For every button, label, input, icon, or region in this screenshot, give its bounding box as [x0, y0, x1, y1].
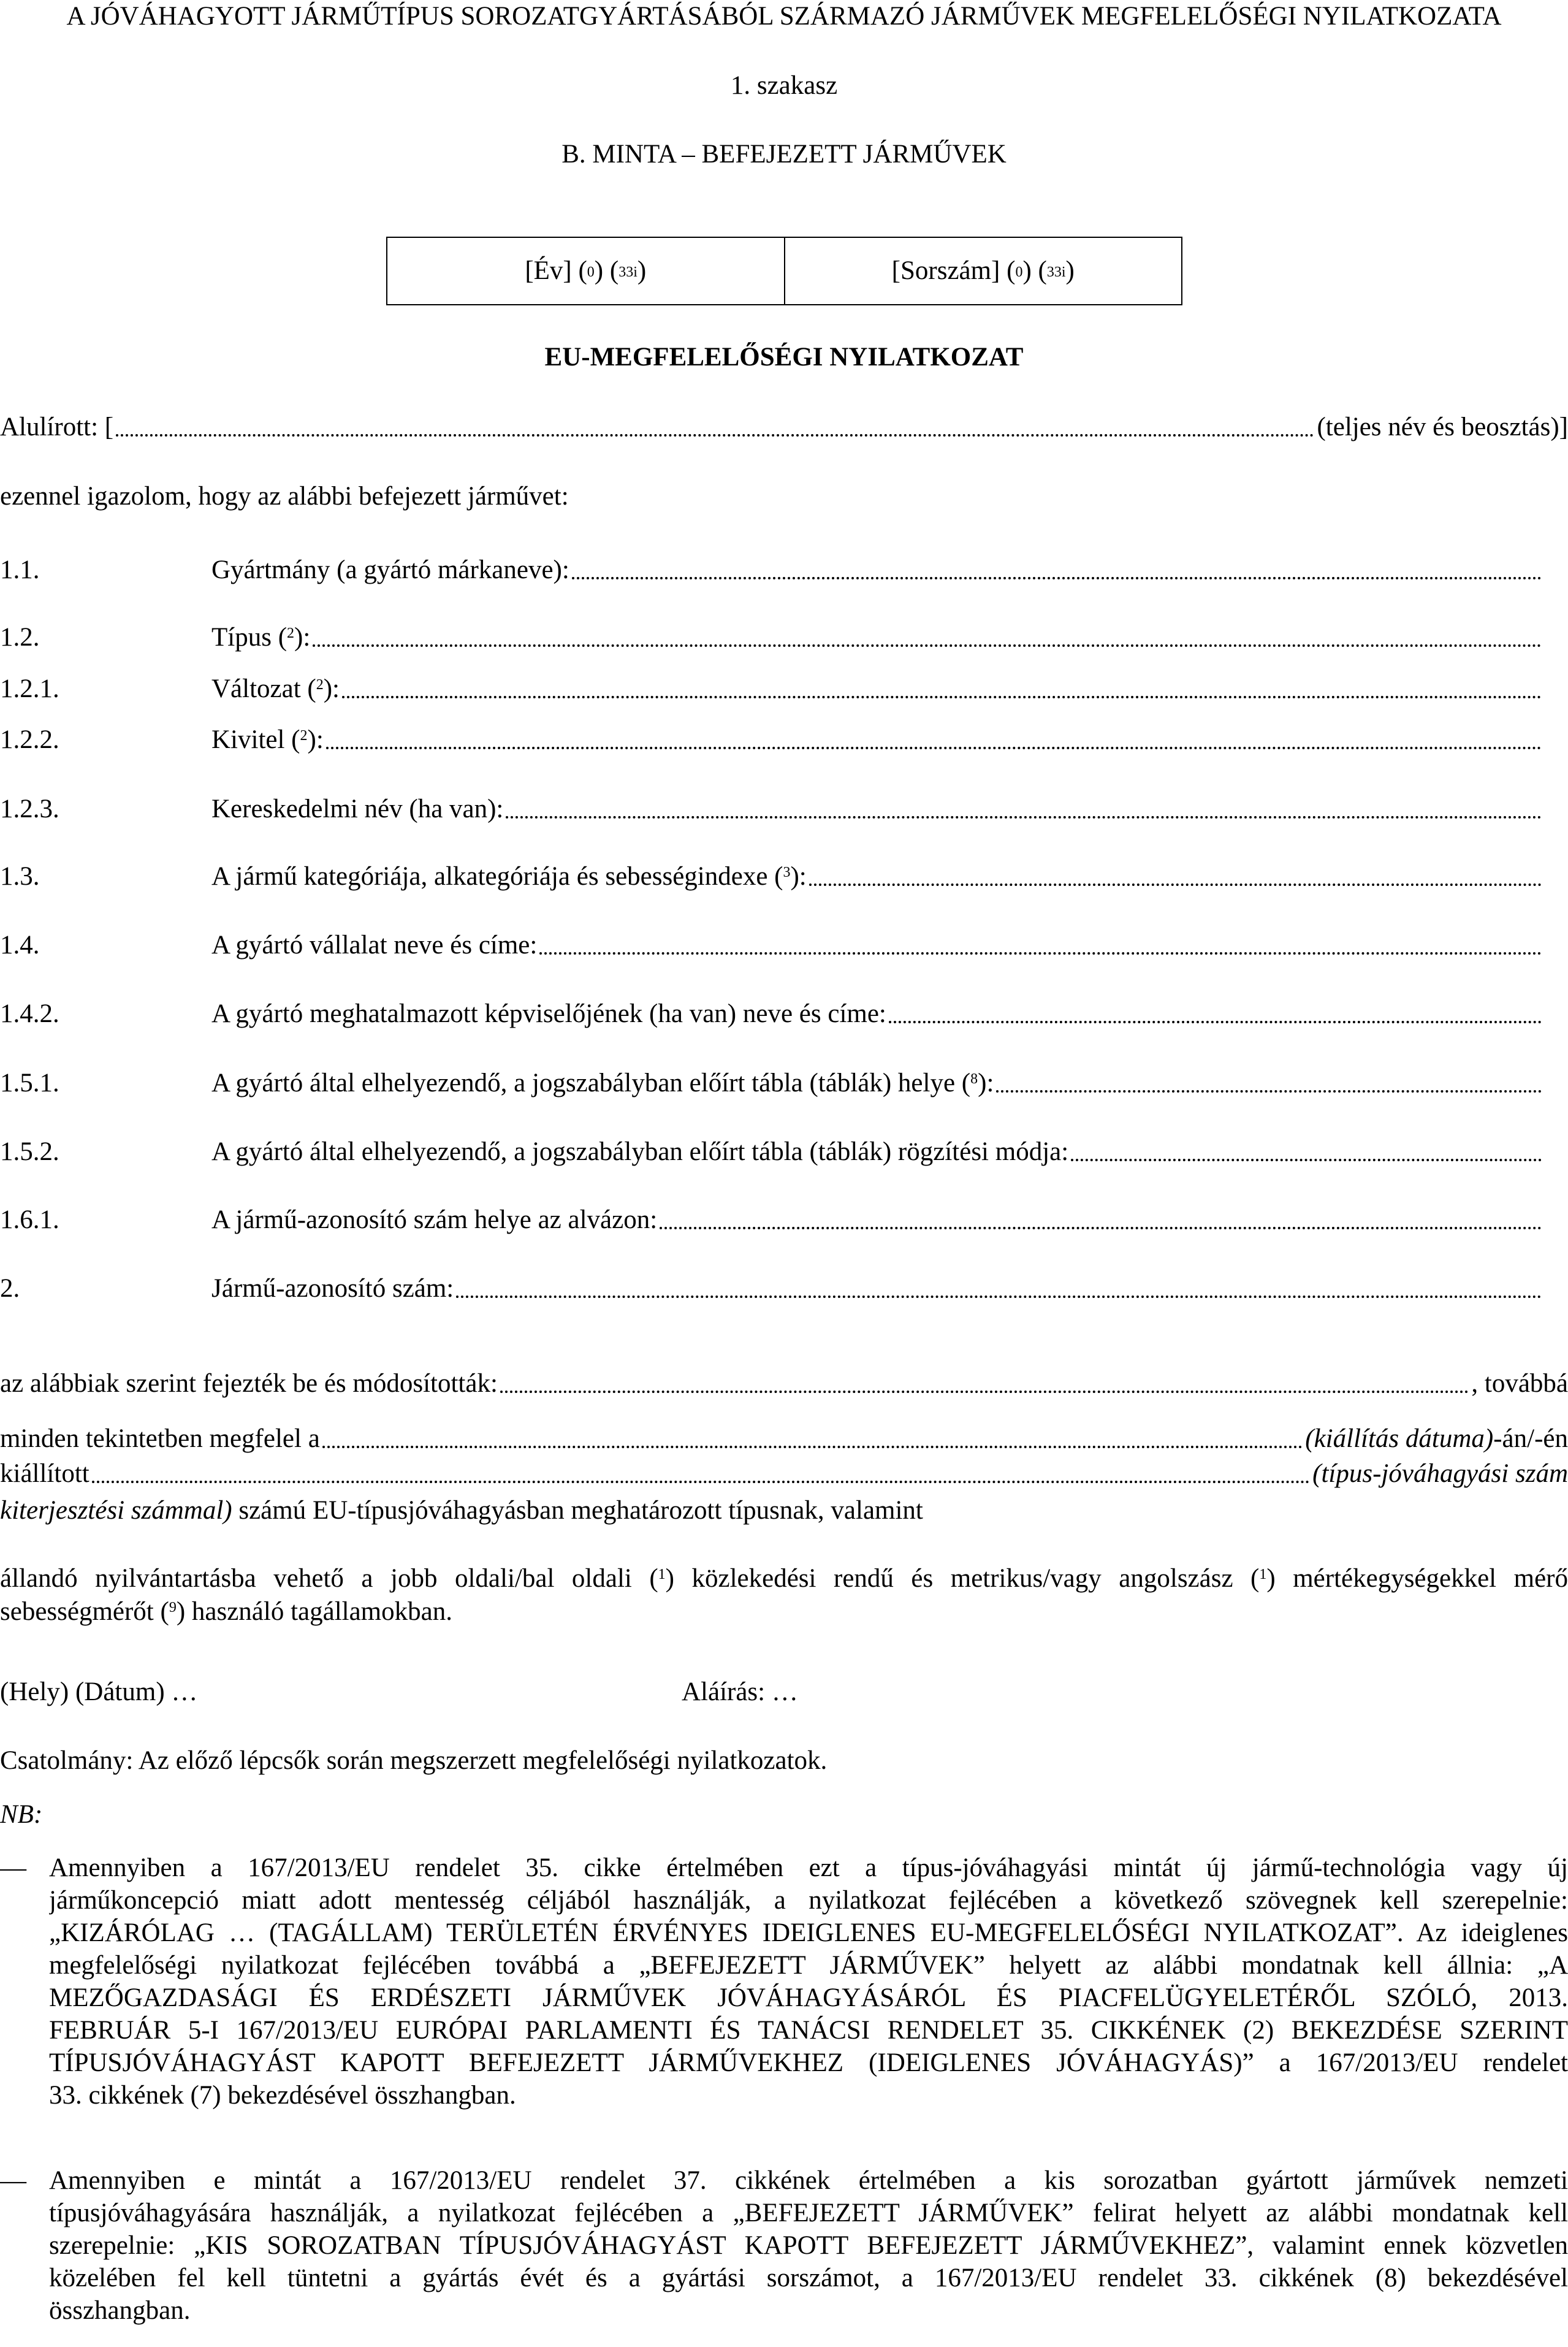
- item-label-text: Gyártmány (a gyártó márkaneve):: [211, 555, 569, 584]
- signer-line: [0, 411, 1568, 444]
- item-footnote-ref: 8: [970, 1070, 978, 1087]
- item-footnote-ref: 3: [783, 864, 791, 880]
- item-number: 1.1.: [0, 555, 40, 584]
- signer-fill-dots: [116, 434, 1314, 437]
- attachment-text: Csatolmány: Az előző lépcsők során megszerzett megfelelőségi nyilatkozatok.: [0, 1746, 828, 1775]
- conformity-fill-dots-1: [322, 1446, 1303, 1448]
- footnote-ref-9: 9: [169, 1599, 177, 1616]
- item-fill-dots: [313, 644, 1542, 647]
- item-footnote-ref: 2: [287, 625, 295, 641]
- item-row: [0, 621, 1544, 654]
- conformity-line-2: [0, 1457, 1568, 1490]
- note-line: TÍPUSJÓVÁHAGYÁST KAPOTT BEFEJEZETT JÁRMŰVEKHEZ (IDEIGLENES JÓVÁHAGYÁS)” a 167/2013/EU rendelet: [49, 2048, 1568, 2077]
- item-row: [0, 1272, 1544, 1305]
- item-label-after: ):: [307, 725, 324, 754]
- year-label: [Év] (: [525, 256, 587, 285]
- completion-prefix: az alábbiak szerint fejezték be és módosították:: [0, 1369, 498, 1398]
- item-number: 1.4.: [0, 931, 40, 960]
- note-line: 33. cikkének (7) bekezdésével összhangban.: [49, 2081, 516, 2110]
- item-number: 1.2.1.: [0, 674, 59, 703]
- item-label-text: A gyártó meghatalmazott képviselőjének (ha van) neve és címe:: [211, 999, 886, 1028]
- note-line: szerepelnie: „KIS SOROZATBAN TÍPUSJÓVÁHAGYÁST KAPOTT BEFEJEZETT JÁRMŰVEKHEZ”, valamint ennek közvetlen: [49, 2231, 1568, 2260]
- item-fill-dots: [326, 747, 1542, 749]
- conformity-line-3: [0, 1494, 923, 1527]
- registration-line-1: [0, 1562, 1568, 1595]
- item-label-text: Kereskedelmi név (ha van):: [211, 795, 504, 823]
- note-line: járműkoncepció miatt adott mentesség céljából használják, a nyilatkozat fejlécében a következő szövegnek kell szerepelnie:: [49, 1886, 1568, 1915]
- item-fill-dots: [342, 696, 1542, 698]
- item-fill-dots: [456, 1296, 1542, 1298]
- note-line: „KIZÁRÓLAG … (TAGÁLLAM) TERÜLETÉN ÉRVÉNYES IDEIGLENES EU-MEGFELELŐSÉGI NYILATKOZAT”. Az ideiglenes: [49, 1918, 1568, 1947]
- serial-cell: [Sorszám] ( $^0$ ) ( $^{33i}$ ): [784, 238, 1182, 304]
- serial-end: ): [1065, 256, 1075, 285]
- item-row: [0, 1067, 1544, 1100]
- item-label: [211, 1135, 1068, 1169]
- item-label-after: ):: [323, 674, 340, 703]
- item-label: [211, 998, 886, 1031]
- item-number: 1.3.: [0, 862, 40, 891]
- note-line: típusjóváhagyására használják, a nyilatkozat fejlécében a „BEFEJEZETT JÁRMŰVEK” felirat helyett az alábbi mondatnak kell: [49, 2199, 1568, 2227]
- note-line: összhangban.: [49, 2296, 191, 2325]
- conformity-suffix: -án/-én: [1493, 1424, 1568, 1453]
- declaration-title: EU-MEGFELELŐSÉGI NYILATKOZAT: [544, 343, 1024, 372]
- item-row: [0, 860, 1544, 893]
- approval-number-placeholder: (típus-jóváhagyási szám: [1312, 1459, 1568, 1488]
- registration-paragraph: [0, 1562, 1568, 1628]
- item-row: [0, 554, 1544, 587]
- item-fill-dots: [660, 1227, 1542, 1229]
- year-cell: [Év] ( $^0$ ) ( $^{33i}$ ): [387, 238, 784, 304]
- item-label-text: A gyártó vállalat neve és címe:: [211, 931, 538, 960]
- item-label: [211, 793, 503, 826]
- year-end: ): [637, 256, 647, 285]
- item-label-text: A jármű-azonosító szám helye az alvázon:: [211, 1205, 658, 1234]
- item-label-text: Jármű-azonosító szám:: [211, 1274, 454, 1303]
- conformity-line-1: [0, 1422, 1568, 1456]
- item-label: [211, 621, 310, 654]
- note-line: Amennyiben a 167/2013/EU rendelet 35. cikke értelmében ezt a típus-jóváhagyási mintát új jármű-technológia vagy új: [49, 1853, 1568, 1882]
- item-label: [211, 723, 324, 757]
- issue-date-placeholder: (kiállítás dátuma): [1305, 1424, 1494, 1453]
- item-footnote-ref: 2: [300, 727, 308, 744]
- item-label: [211, 929, 537, 962]
- serial-mid: ) (: [1022, 256, 1047, 285]
- signature: Aláírás: …: [682, 1677, 798, 1706]
- item-number: 1.4.2.: [0, 999, 59, 1028]
- item-label: [211, 1067, 994, 1100]
- conformity-line-3-text: számú EU-típusjóváhagyásban meghatározott típusnak, valamint: [232, 1496, 923, 1525]
- item-label: [211, 673, 340, 706]
- extension-number-placeholder: kiterjesztési számmal): [0, 1496, 232, 1525]
- item-number: 1.5.2.: [0, 1137, 59, 1166]
- item-fill-dots: [889, 1021, 1542, 1023]
- footnote-ref-1a: 1: [658, 1566, 666, 1582]
- signer-suffix: (teljes név és beosztás)]: [1317, 413, 1568, 441]
- item-row: [0, 929, 1544, 962]
- item-number: 1.2.3.: [0, 795, 59, 823]
- model-label: B. MINTA – BEFEJEZETT JÁRMŰVEK: [561, 140, 1007, 169]
- item-label: [211, 1272, 454, 1305]
- item-label: [211, 860, 807, 893]
- registration-text-4: sebességmérőt (: [0, 1597, 169, 1626]
- note-line: megfelelőségi nyilatkozat fejlécében továbbá a „BEFEJEZETT JÁRMŰVEK” helyett az alábbi mondatnak kell állnia: „A: [49, 1951, 1568, 1980]
- place-date: (Hely) (Dátum) …: [0, 1677, 198, 1706]
- completion-suffix: , továbbá: [1471, 1369, 1568, 1398]
- item-fill-dots: [506, 816, 1542, 819]
- item-number: 1.2.2.: [0, 725, 59, 754]
- item-fill-dots: [1071, 1159, 1542, 1161]
- item-footnote-ref: 2: [316, 676, 324, 693]
- item-row: [0, 723, 1544, 757]
- note-dash: —: [0, 1853, 26, 1882]
- completion-line: [0, 1367, 1568, 1400]
- completion-fill-dots: [500, 1391, 1469, 1393]
- item-label-text: Változat (: [211, 674, 316, 703]
- conformity-fill-dots-2: [92, 1481, 1310, 1483]
- note-dash: —: [0, 2166, 26, 2195]
- intro-text: ezennel igazolom, hogy az alábbi befejezett járművet:: [0, 482, 569, 511]
- section-label: 1. szakasz: [730, 71, 838, 100]
- note-line: közelében fel kell tüntetni a gyártás évét és a gyártási sorszámot, a 167/2013/EU rendelet 33. cikkének (8) bekezdésével: [49, 2264, 1568, 2292]
- item-fill-dots: [996, 1090, 1542, 1093]
- note-line: Amennyiben e mintát a 167/2013/EU rendelet 37. cikkének értelmében a kis sorozatban gyártott járművek nemzeti: [49, 2166, 1568, 2195]
- item-label-after: ):: [978, 1069, 994, 1097]
- registration-text-2: ) közlekedési rendű és metrikus/vagy angolszász (: [665, 1564, 1260, 1593]
- item-label-text: Kivitel (: [211, 725, 300, 754]
- item-label-text: A jármű kategóriája, alkategóriája és sebességindexe (: [211, 862, 783, 891]
- year-mid: ) (: [594, 256, 619, 285]
- footnote-ref-1b: 1: [1259, 1566, 1267, 1582]
- item-number: 2.: [0, 1274, 20, 1303]
- item-fill-dots: [539, 952, 1542, 955]
- registration-text-1: állandó nyilvántartásba vehető a jobb oldali/bal oldali (: [0, 1564, 658, 1593]
- issued-prefix: kiállított: [0, 1459, 89, 1488]
- item-label-text: A gyártó által elhelyezendő, a jogszabályban előírt tábla (táblák) rögzítési módja:: [211, 1137, 1069, 1166]
- nb-label: NB:: [0, 1800, 43, 1829]
- item-number: 1.5.1.: [0, 1069, 59, 1097]
- item-row: [0, 998, 1544, 1031]
- item-row: [0, 793, 1544, 826]
- item-label-text: Típus (: [211, 623, 287, 652]
- item-label-text: A gyártó által elhelyezendő, a jogszabályban előírt tábla (táblák) helye (: [211, 1069, 971, 1097]
- item-number: 1.2.: [0, 623, 40, 652]
- item-label-after: ):: [790, 862, 807, 891]
- item-row: [0, 1204, 1544, 1237]
- document-title: A JÓVÁHAGYOTT JÁRMŰTÍPUS SOROZATGYÁRTÁSÁBÓL SZÁRMAZÓ JÁRMŰVEK MEGFELELŐSÉGI NYILATKOZATA: [66, 2, 1502, 31]
- item-number: 1.6.1.: [0, 1205, 59, 1234]
- item-label: [211, 554, 569, 587]
- item-fill-dots: [809, 883, 1542, 886]
- signer-prefix: Alulírott: [: [0, 413, 114, 441]
- registration-line-2: [0, 1595, 1568, 1628]
- year-serial-box: [386, 237, 1182, 305]
- registration-text-5: ) használó tagállamokban.: [176, 1597, 452, 1626]
- item-row: [0, 673, 1544, 706]
- registration-text-3: ) mértékegységekkel mérő: [1266, 1564, 1568, 1593]
- conformity-prefix: minden tekintetben megfelel a: [0, 1424, 320, 1453]
- note-line: MEZŐGAZDASÁGI ÉS ERDÉSZETI JÁRMŰVEK JÓVÁHAGYÁSÁRÓL ÉS PIACFELÜGYELETÉRŐL SZÓLÓ, 2013.: [49, 1983, 1568, 2012]
- item-fill-dots: [572, 577, 1542, 579]
- serial-label: [Sorszám] (: [891, 256, 1016, 285]
- item-label: [211, 1204, 657, 1237]
- item-row: [0, 1135, 1544, 1169]
- item-label-after: ):: [294, 623, 311, 652]
- note-line: FEBRUÁR 5-I 167/2013/EU EURÓPAI PARLAMENTI ÉS TANÁCSI RENDELET 35. CIKKÉNEK (2) BEKEZDÉSE SZERINT: [49, 2016, 1568, 2045]
